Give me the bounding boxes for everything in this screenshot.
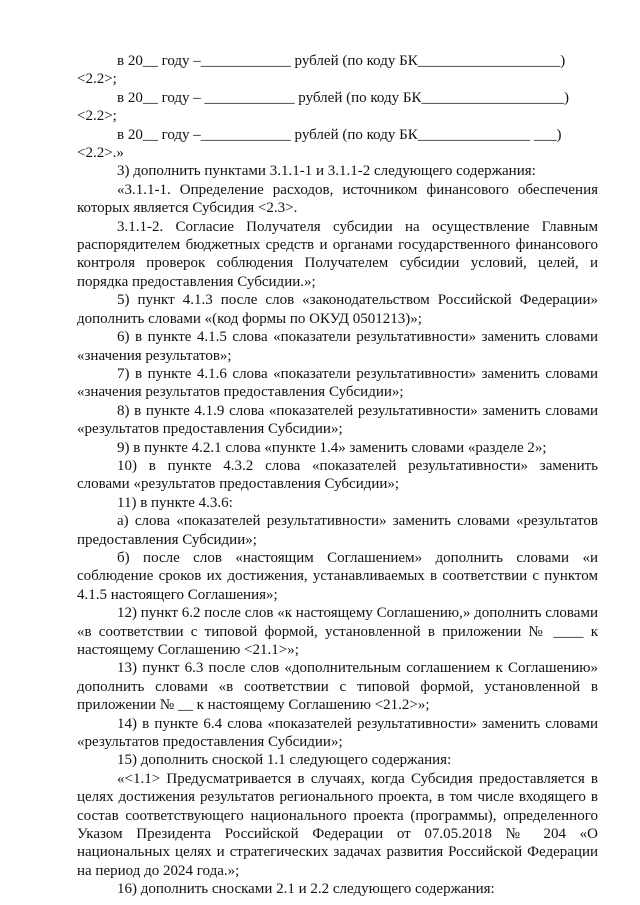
paragraph-item-15: 15) дополнить сноской 1.1 следующего содержания:	[117, 752, 452, 769]
paragraph-item-13: 13) пункт 6.3 после слов «дополнительным соглашением к Соглашению» дополнить словами «в соответствии с типовой формой, установленной в приложении № __ к настоящему Соглашению <21.2>»;	[77, 660, 598, 714]
paragraph-item-11b: б) после слов «настоящим Соглашением» дополнить словами «и соблюдение сроков их достижения, устанавливаемых в соответствии с пунктом 4.1.5 настоящего Соглашения»;	[77, 549, 598, 603]
paragraph-item-7: 7) в пункте 4.1.6 слова «показатели результативности» заменить словами «значения результатов предоставления Субсидии»;	[77, 365, 598, 401]
amount-line-1-continuation: <2.2>;	[77, 71, 117, 88]
paragraph-item-11: 11) в пункте 4.3.6:	[117, 494, 233, 511]
paragraph-clause-3-1-1-2: 3.1.1-2. Согласие Получателя субсидии на осуществление Главным распорядителем бюджетных средств и органами государственного финансового контроля проверок соблюдения Получателем субсидии условий, целей, и порядка предоставления Субсидии.»;	[77, 218, 598, 290]
amount-line-2	[77, 89, 598, 107]
paragraph-item-3: 3) дополнить пунктами 3.1.1-1 и 3.1.1-2 следующего содержания:	[117, 163, 536, 180]
amount-line-2-continuation: <2.2>;	[77, 108, 117, 125]
paragraph-item-12: 12) пункт 6.2 после слов «к настоящему Соглашению,» дополнить словами «в соответствии с типовой формой, установленной в приложении № ____ к настоящему Соглашению <21.1>»;	[77, 605, 598, 658]
document-body	[77, 52, 598, 899]
paragraph-item-14: 14) в пункте 6.4 слова «показателей результативности» заменить словами «результатов предоставления Субсидии»;	[77, 715, 598, 751]
amount-line-3-text: в 20__ году –____________ рублей (по коду БК_______________ ___)	[117, 126, 562, 143]
paragraph-item-8: 8) в пункте 4.1.9 слова «показателей результативности» заменить словами «результатов предоставления Субсидии»;	[77, 402, 598, 438]
paragraph-item-16: 16) дополнить сносками 2.1 и 2.2 следующего содержания:	[117, 881, 495, 898]
amount-line-3-continuation: <2.2>.»	[77, 145, 124, 162]
paragraph-item-10: 10) в пункте 4.3.2 слова «показателей результативности» заменить словами «результатов предоставления Субсидии»;	[77, 457, 598, 493]
amount-line-1	[77, 52, 598, 70]
paragraph-item-5: 5) пункт 4.1.3 после слов «законодательством Российской Федерации» дополнить словами «(код формы по ОКУД 0501213)»;	[77, 292, 598, 327]
paragraph-item-6: 6) в пункте 4.1.5 слова «показатели результативности» заменить словами «значения результатов»;	[77, 329, 598, 364]
amount-line-1-text: в 20__ году –____________ рублей (по коду БК___________________)	[117, 53, 566, 69]
amount-line-2-text: в 20__ году – ____________ рублей (по коду БК___________________)	[117, 89, 569, 106]
paragraph-clause-3-1-1-1: «3.1.1-1. Определение расходов, источником финансового обеспечения которых является Субсидия <2.3>.	[77, 181, 598, 217]
paragraph-item-9: 9) в пункте 4.2.1 слова «пункте 1.4» заменить словами «разделе 2»;	[117, 439, 547, 456]
paragraph-item-11a: а) слова «показателей результативности» заменить словами «результатов предоставления Субсидии»;	[77, 513, 598, 548]
paragraph-footnote-1-1: «<1.1> Предусматривается в случаях, когда Субсидия предоставляется в целях достижения результатов регионального проекта, в том числе входящего в состав соответствующего национального проекта (программы), определенного Указом Президента Российской Федерации от 07.05.2018 № 204 «О национальных целях и стратегических задачах развития Российской Федерации на период до 2024 года.»;	[77, 770, 598, 879]
amount-line-3	[77, 126, 598, 144]
